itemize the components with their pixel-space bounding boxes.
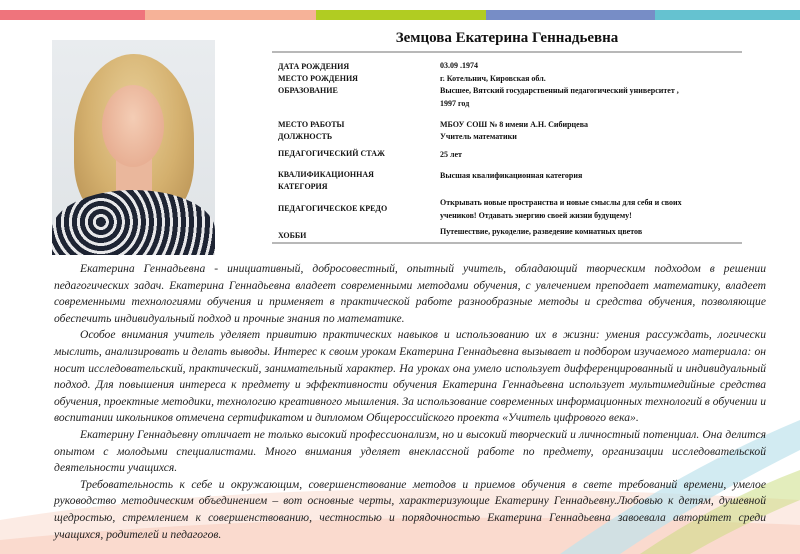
label-qualification: КВАЛИФИКАЦИОННАЯ — [278, 170, 374, 179]
value-birth-date: 03.09 .1974 — [440, 61, 478, 70]
label-workplace: МЕСТО РАБОТЫ — [278, 120, 345, 129]
label-birth-place: МЕСТО РОЖДЕНИЯ — [278, 74, 358, 83]
bio-paragraph: Особое внимания учитель уделяет привитию практических навыков и использованию их в жизни: умения рассуждать, логически мыслить, анализировать и делать выводы. Интерес к своим урокам Екатерина Геннадьевна вызывает и подбором изучаемого материала: он носит исследовательский, практический, занимательный характер. На уроках она умело использует дифференцированный и индивидуальный подход. Для повышения интереса к предмету и эффективности обучения Екатерина Геннадьевна использует мультимедийные средства обучения, проектные методики, технологию креативного мышления. За использование современных информационных технологий в обучении и воспитании школьников отмечена сертификатом и дипломом Общероссийского проекта «Учитель цифрового века». — [54, 328, 766, 425]
value-position: Учитель математики — [440, 132, 517, 141]
value-credo: Открывать новые пространства и новые смыслы для себя и своих — [440, 198, 682, 207]
value-workplace: МБОУ СОШ № 8 имени А.Н. Сибирцева — [440, 120, 589, 129]
label-position: ДОЛЖНОСТЬ — [278, 132, 333, 141]
value-education-year: 1997 год — [440, 99, 470, 108]
label-experience: ПЕДАГОГИЧЕСКИЙ СТАЖ — [278, 149, 385, 158]
value-birth-place: г. Котельнич, Кировская обл. — [440, 74, 546, 83]
value-education: Высшее, Вятский государственный педагогический университет , — [440, 86, 679, 95]
label-credo: ПЕДАГОГИЧЕСКОЕ КРЕДО — [278, 204, 388, 213]
teacher-name: Земцова Екатерина Геннадьевна — [395, 30, 619, 46]
label-hobby: ХОББИ — [278, 231, 307, 240]
label-qualification-2: КАТЕГОРИЯ — [278, 182, 328, 191]
value-qualification: Высшая квалификационная категория — [440, 171, 583, 180]
label-birth-date: ДАТА РОЖДЕНИЯ — [278, 62, 350, 71]
bio-paragraph: Екатерину Геннадьевну отличает не только высокий профессионализм, но и высокий творческий и личностный потенциал. Она делится опытом с молодыми специалистами. Много внимания уделяет внеклассной работе по предмету, организации исследовательской деятельности учащихся. — [54, 427, 766, 475]
bio-paragraph: Екатерина Геннадьевна - инициативный, добросовестный, опытный учитель, обладающий творческим подходом в решении педагогических задач. Екатерина Геннадьевна владеет современными методами обучения, с увлечением преподает математику, владеет современными технологиями обучения и применяет в практической работе разнообразные методы и средства обучения, позволяющие обеспечить индивидуальный подход и прочные знания по математике. — [54, 262, 766, 325]
value-experience: 25 лет — [440, 150, 462, 159]
value-hobby: Путешествие, рукоделие, разведение комнатных цветов — [440, 227, 643, 236]
bio-paragraph: Требовательность к себе и окружающим, совершенствование методов и приемов обучения в свете требований времени, умелое руководство методическим объединением – вот основные черты, характеризующие Екатерину Геннадьевну.Любовью к детям, душевной щедростью, стремлением к совершенствованию, честностью и порядочностью Екатерина Геннадьевна завоевала авторитет среди учащихся, родителей и педагогов. — [54, 477, 766, 541]
value-credo-2: учеников! Отдавать энергию своей жизни будущему! — [440, 211, 632, 220]
biography — [54, 261, 766, 543]
label-education: ОБРАЗОВАНИЕ — [278, 86, 338, 95]
